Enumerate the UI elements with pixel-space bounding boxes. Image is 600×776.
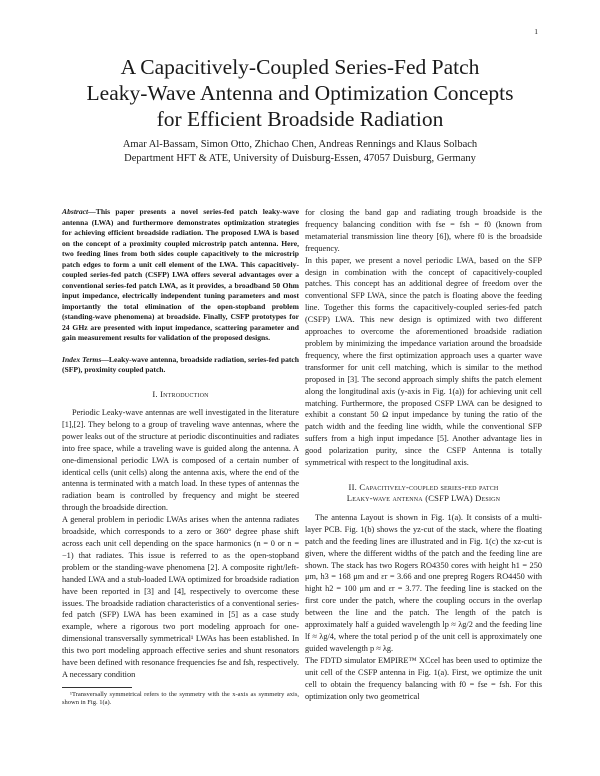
paragraph: Periodic Leaky-wave antennas are well investigated in the literature [1],[2]. They belong to a group of traveling wave antennas, where the power leaks out of the structure at periodic discontinuities and radiates into free space, while a traveling wave is guided along the antenna. A one-dimensional periodic LWA is composed of a certain number of identical cells (unit cells) along the antenna axis, where the end of the antenna is terminated with a match load. In these types of antennas the radiation beam is controlled by frequency and might be steered through the broadside direction. xyxy=(62,408,299,513)
right-column xyxy=(305,207,542,702)
index-terms xyxy=(62,355,299,376)
abstract-text: —This paper presents a novel series-fed patch leaky-wave antenna (LWA) and furthermore demonstrates optimization strategies for achieving efficient broadside radiation. The proposed LWA is based on the concept of a proximity coupled microstrip patch antenna. Here, two feeding lines from both sides couple capacitively to the microstrip patch edges to form a unit cell element of the LWA. This capacitively-coupled series-fed patch (CSFP) LWA offers several advantages over a conventional series-fed patch LWA, as it provides, a broadband 50 Ohm input impedance, electrically independent tuning parameters and most importantly the total elimination of the open-stopband problem (standing-wave phenomena) at broadside. Finally, CSFP prototypes for 24 GHz are presented with input impedance, scattering parameter and gain measurement results for validation of the proposed designs. xyxy=(62,207,299,342)
abstract-label: Abstract xyxy=(62,207,89,216)
footnote-divider xyxy=(62,687,132,688)
paragraph: A general problem in periodic LWAs arises when the antenna radiates broadside, which corresponds to a zero or 360° degree phase shift across each unit cell depending on the space harmonics (n = 0 or n = −1) that radiates. This issue is referred to as the open-stopband problem or the standing-wave phenomena [2]. A composite right/left-handed LWA and a stub-loaded LWA optimized for broadside radiation have been reported in [3] and [4], respectively to overcome these issues. The broadside radiation characteristics of a conventional series-fed patch (SFP) LWA has been examined in [5] as a case study example, where a rigorous two port modeling approach for one-dimensional transversally symmetrical¹ LWAs has been established. In this two port modeling approach effective series and shunt resonators have been defined with resonance frequencies fse and fsh, respectively. A necessary condition xyxy=(62,515,299,679)
left-column xyxy=(62,207,299,708)
index-terms-label: Index Terms xyxy=(62,354,102,364)
paragraph: for closing the band gap and radiating trough broadside is the frequency balancing condition with fse = fsh = f0 (known from metamaterial transmission line theory [6]), where f0 is the broadside frequency. xyxy=(305,208,542,253)
title-line: for Efficient Broadside Radiation xyxy=(156,107,444,131)
page-number: 1 xyxy=(534,27,538,36)
paragraph: In this paper, we present a novel periodic LWA, based on the SFP design in combination with the concept of capacitively-coupled patches. This concept has an additional degree of freedom over the conventional SFP LWA, since the patch is floating above the feeding line. Together this forms the capacitively-coupled series-fed patch (CSFP) LWA. This new design is optimized with two different approaches to overcome the aforementioned broadside radiation problem by minimizing the impedance variation around the broadside frequency, where the first optimization approach uses a quarter wave transformer for unit cell matching, which is similar to the method proposed in [3]. The second approach simply shifts the patch element along the longitudinal axis (y-axis in Fig. 1(a)) for achieving unit cell matching. Furthermore, the proposed CSFP LWA can be designed to exhibit a constant 50 Ω input impedance by tuning the ratio of the patch width and the feeding line width, while the conventional SFP suffers from a high input impedance [5]. Another advantage lies in good polarization purity, since the CSFP Antenna is totally symmetrical with respect to the longitudinal axis. xyxy=(305,255,542,468)
paper-title xyxy=(40,54,560,132)
index-terms-text: —Leaky-wave antenna, broadside radiation, series-fed patch (SFP), proximity coupled patch. xyxy=(62,354,299,374)
title-line: Leaky-Wave Antenna and Optimization Concepts xyxy=(86,81,514,105)
affiliation: Department HFT & ATE, University of Duisburg-Essen, 47057 Duisburg, Germany xyxy=(124,153,476,164)
section-heading-line: Leaky-wave antenna (CSFP LWA) Design xyxy=(346,493,501,504)
section-heading: I. Introduction xyxy=(152,388,209,399)
paragraph: The FDTD simulator EMPIRE™ XCcel has been used to optimize the unit cell of the CSFP antenna in Fig. 1(a). First, we optimize the unit cell to obtain the frequency balancing with f0 = fse = fsh. For this optimization only two geometrical xyxy=(305,655,542,701)
footnote: ¹Transversally symmetrical refers to the symmetry with the x-axis as symmetry axis, shown in Fig. 1(a). xyxy=(62,690,299,707)
author-block xyxy=(40,138,560,166)
author-names: Amar Al-Bassam, Simon Otto, Zhichao Chen, Andreas Rennings and Klaus Solbach xyxy=(122,139,478,150)
abstract xyxy=(62,207,299,344)
section-heading-line: II. Capacitively-coupled series-fed patch xyxy=(348,481,499,492)
paragraph: The antenna Layout is shown in Fig. 1(a). It consists of a multi-layer PCB. Fig. 1(b) shows the yz-cut of the stack, where the floating patch and the feeding lines are illustrated and in Fig. 1(c) the xz-cut is given, where the different widths of the patch and the feeding line are shown. The stack has two Rogers RO4350 cores with height h1 = 250 μm, h3 = 168 μm and εr = 3.66 and one prepreg Rogers RO4450 with hight h2 = 100 μm and εr = 3.77. The feeding line is stacked on the first core under the patch, where the coupling occurs in the overlap between the line and the patch. The length of the patch is approximately half a guided wavelength lp ≈ λg/2 and the feeding line lf ≈ λg/4, where the total period p of the unit cell is approximately one guided wavelength p ≈ λg. xyxy=(305,512,542,653)
section-heading xyxy=(305,482,542,505)
title-line: A Capacitively-Coupled Series-Fed Patch xyxy=(120,55,480,79)
